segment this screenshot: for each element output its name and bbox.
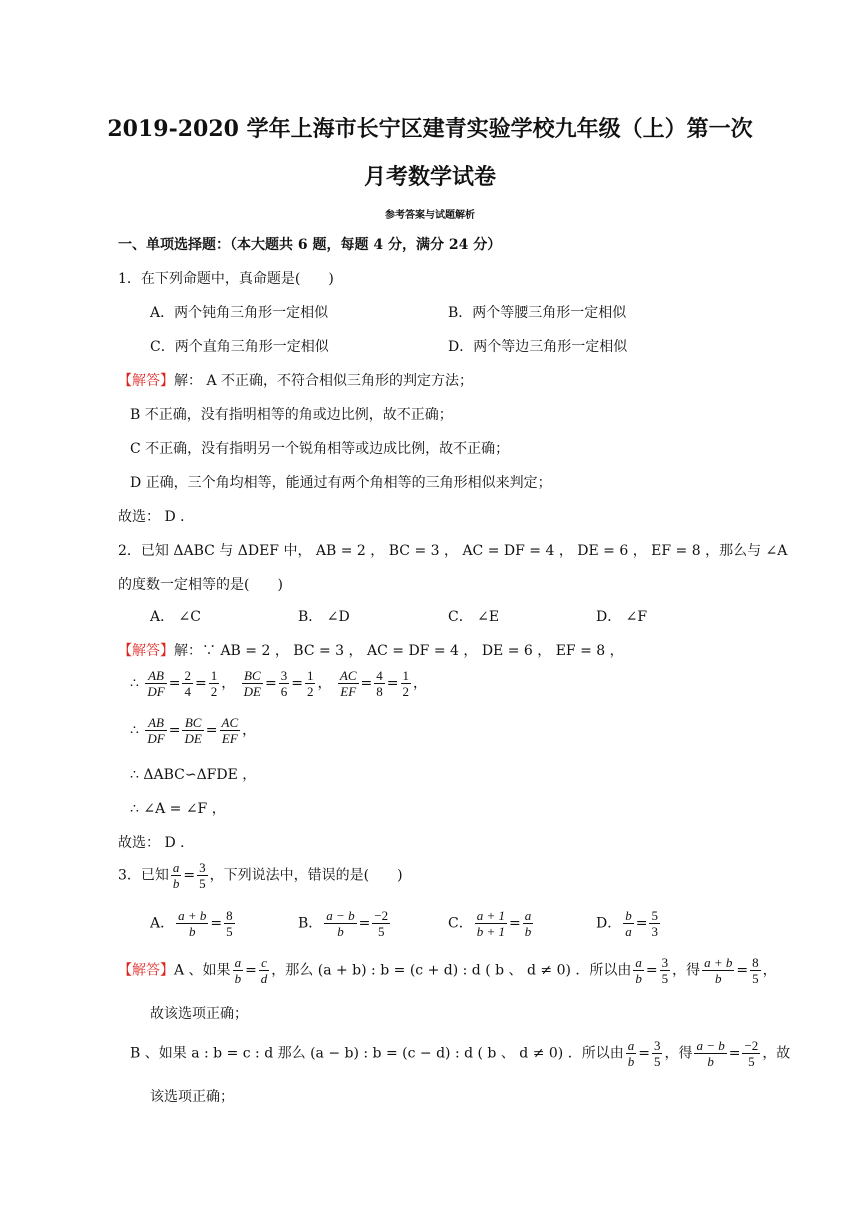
fraction: $\frac{AC}{EF}$	[221, 715, 239, 746]
q1-solution-line1	[118, 371, 473, 391]
q1-option-b: B．两个等腰三角形一定相似	[448, 305, 627, 321]
q3-solution-b: B 、如果 a : b = c : d 那么 (a − b) : b = (c − d) : d ( b 、 d ≠ 0) ．所以由 $\frac{a}{b}$ = $\frac{3}{5}$ ，得 $\frac{a - b}{b}$ = $\frac{-2}{5}$ ，故	[130, 1038, 791, 1069]
q3-solution-a: 【解答】A 、如果 $\frac{a}{b}$ = $\frac{c}{d}$ ，那么 (a + b) : b = (c + d) : d ( b 、 d ≠ 0) ．所以由 $\frac{a}{b}$ = $\frac{3}{5}$ ，得 $\frac{a + b}{b}$ = $\frac{8}{5}$ ，	[118, 955, 777, 986]
fraction: $\frac{1}{2}$	[210, 668, 218, 699]
q2-option-b: B． ∠D	[298, 609, 350, 625]
fraction: $\frac{a + b}{b}$	[704, 955, 733, 986]
q3-stem: 3．已知 $\frac{a}{b}$ = $\frac{3}{5}$ ，下列说法中，错误的是( )	[118, 860, 403, 891]
fraction: $\frac{8}{5}$	[226, 908, 233, 939]
fraction: $\frac{8}{5}$	[752, 955, 759, 986]
fraction: $\frac{a}{b}$	[627, 1038, 635, 1069]
q3-option-a: A． $\frac{a + b}{b}$ = $\frac{8}{5}$	[150, 908, 233, 939]
fraction: $\frac{a + 1}{b + 1}$	[476, 908, 505, 939]
q2-option-c: C． ∠E	[448, 609, 500, 625]
fraction: $\frac{3}{5}$	[661, 955, 669, 986]
fraction: $\frac{a - b}{b}$	[326, 908, 355, 939]
doc-title-line1: 2019-2020 学年上海市长宁区建青实验学校九年级（上）第一次	[107, 116, 753, 142]
answer-tag: 【解答】	[118, 962, 174, 979]
fraction: $\frac{-2}{5}$	[744, 1038, 759, 1069]
q3-solution-b-cont: 该选项正确；	[150, 1089, 234, 1105]
fraction: $\frac{4}{8}$	[376, 668, 383, 699]
fraction: $\frac{3}{5}$	[653, 1038, 661, 1069]
q1-answer: 故选： D ．	[118, 509, 195, 525]
answer-tag: 【解答】	[118, 373, 174, 389]
q2-similar-line: ∴ ΔABC∽ΔFDE ，	[130, 767, 257, 783]
q3-option-d: D． $\frac{b}{a}$ = $\frac{5}{3}$	[596, 908, 658, 939]
q3-option-b: B． $\frac{a - b}{b}$ = $\frac{-2}{5}$	[298, 908, 389, 939]
fraction: $\frac{3}{5}$	[199, 860, 206, 891]
q2-stem-line1: 2．已知 ΔABC 与 ΔDEF 中， AB = 2 ， BC = 3 ， AC = DF = 4 ， DE = 6 ， EF = 8 ，那么与 ∠A	[118, 543, 788, 559]
section-heading: 一、单项选择题：（本大题共 6 题，每题 4 分，满分 24 分）	[118, 237, 502, 253]
q1-option-c: C．两个直角三角形一定相似	[150, 339, 329, 355]
fraction: $\frac{1}{2}$	[402, 668, 409, 699]
q2-solution-line1	[118, 641, 624, 661]
q3-solution-a-cont: 故该选项正确；	[150, 1006, 248, 1022]
q2-stem-line2: 的度数一定相等的是( )	[118, 577, 283, 593]
q1-sol1: 解： A 不正确，不符合相似三角形的判定方法；	[174, 373, 474, 389]
q1-solution-line2: B 不正确，没有指明相等的角或边比例，故不正确；	[130, 407, 453, 423]
fraction: $\frac{a}{b}$	[172, 860, 180, 891]
fraction: $\frac{a}{b}$	[635, 955, 642, 986]
fraction: $\frac{b}{a}$	[625, 908, 632, 939]
answer-tag: 【解答】	[118, 643, 174, 659]
fraction: $\frac{AC}{EF}$	[339, 668, 357, 699]
q2-sol1: 解：∵ AB = 2 ， BC = 3 ， AC = DF = 4 ， DE = 6 ， EF = 8 ，	[174, 643, 624, 659]
fraction: $\frac{a + b}{b}$	[178, 908, 207, 939]
q2-angle-line: ∴ ∠A = ∠F ，	[130, 801, 226, 817]
fraction: $\frac{a}{b}$	[234, 955, 242, 986]
fraction: $\frac{AB}{DF}$	[147, 715, 165, 746]
q2-ratio-line: ∴ $\frac{AB}{DF}$ = $\frac{2}{4}$ = $\frac{1}{2}$ ， $\frac{BC}{DE}$ = $\frac{3}{6}$ = $\frac{1}{2}$ ， $\frac{AC}{EF}$ = $\frac{4}{8}$ = $\frac{1}{2}$ ，	[130, 668, 427, 699]
fraction: $\frac{a - b}{b}$	[696, 1038, 725, 1069]
q1-stem: 1．在下列命题中，真命题是( )	[118, 271, 334, 287]
fraction: $\frac{AB}{DF}$	[147, 668, 165, 699]
q3-option-c: C． $\frac{a + 1}{b + 1}$ = $\frac{a}{b}$	[448, 908, 532, 939]
fraction: $\frac{5}{3}$	[651, 908, 658, 939]
doc-subtitle: 参考答案与试题解析	[385, 210, 475, 221]
q1-solution-line4: D 正确，三个角均相等，能通过有两个角相等的三角形相似来判定；	[130, 475, 552, 491]
fraction: $\frac{BC}{DE}$	[243, 668, 261, 699]
q2-option-d: D． ∠F	[596, 609, 648, 625]
fraction: $\frac{c}{d}$	[260, 955, 268, 986]
q1-solution-line3: C 不正确，没有指明另一个锐角相等或边成比例，故不正确；	[130, 441, 510, 457]
q2-answer: 故选： D ．	[118, 835, 195, 851]
q2-equal-ratio-line: ∴ $\frac{AB}{DF}$ = $\frac{BC}{DE}$ = $\frac{AC}{EF}$ ，	[130, 715, 257, 746]
q1-option-a: A．两个钝角三角形一定相似	[150, 305, 329, 321]
therefore-symbol: ∴	[130, 722, 139, 739]
fraction: $\frac{-2}{5}$	[374, 908, 389, 939]
fraction: $\frac{BC}{DE}$	[184, 715, 202, 746]
therefore-symbol: ∴	[130, 675, 139, 692]
doc-title-line2: 月考数学试卷	[363, 164, 496, 190]
q2-option-a: A． ∠C	[150, 609, 202, 625]
fraction: $\frac{1}{2}$	[306, 668, 314, 699]
q1-option-d: D．两个等边三角形一定相似	[448, 339, 628, 355]
fraction: $\frac{3}{6}$	[280, 668, 288, 699]
fraction: $\frac{a}{b}$	[524, 908, 532, 939]
fraction: $\frac{2}{4}$	[184, 668, 191, 699]
